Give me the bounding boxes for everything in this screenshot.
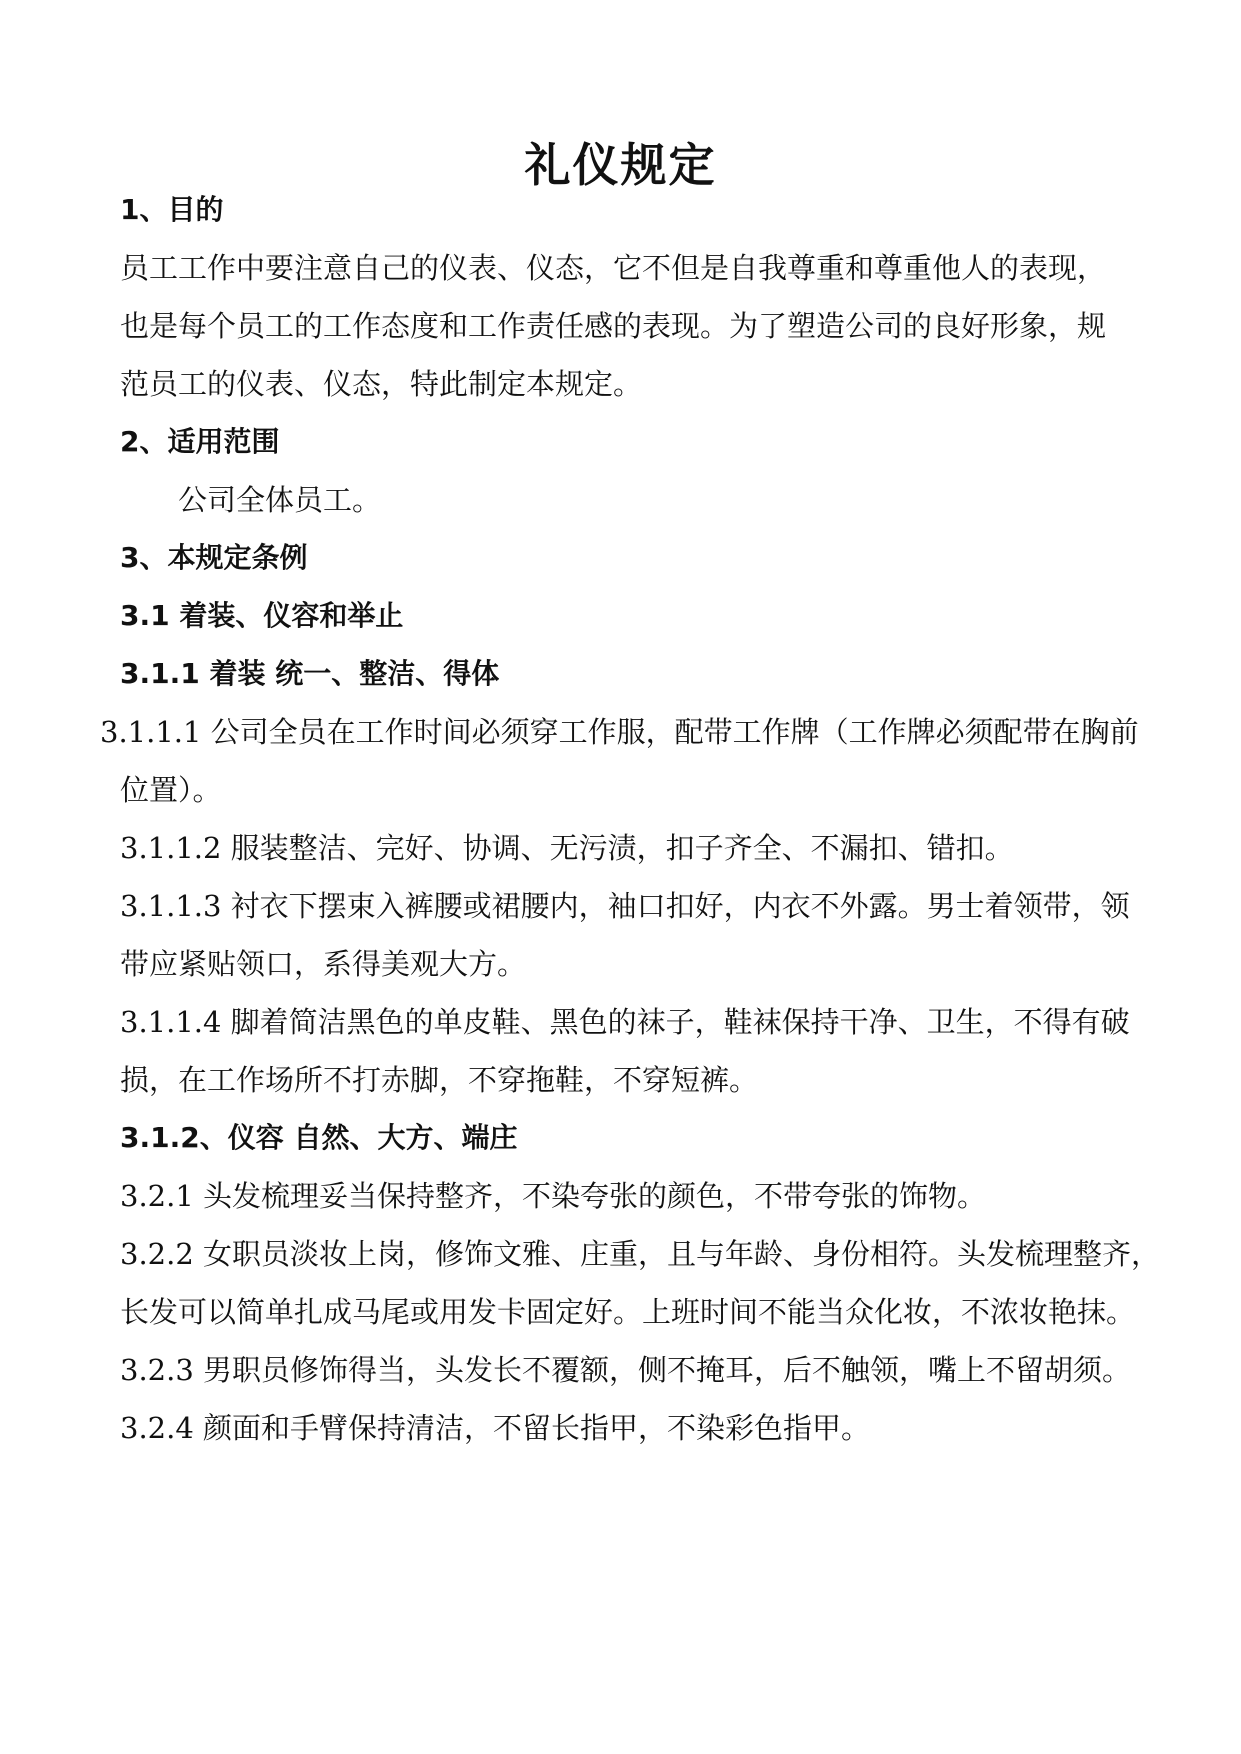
paragraph-line: 3.1.1.4 脚着简洁黑色的单皮鞋、黑色的袜子，鞋袜保持干净、卫生，不得有破: [120, 1005, 1130, 1039]
paragraph-line: 3.2.4 颜面和手臂保持清洁，不留长指甲，不染彩色指甲。: [120, 1411, 871, 1445]
paragraph-line: 3.2.3 男职员修饰得当，头发长不覆额，侧不掩耳，后不触领，嘴上不留胡须。: [120, 1353, 1132, 1387]
paragraph-line: 位置）。: [120, 773, 222, 807]
subsection-heading: 3.1.1 着装 统一、整洁、得体: [120, 657, 500, 690]
section-heading-purpose: 1、目的: [120, 193, 224, 226]
paragraph-line: 长发可以简单扎成马尾或用发卡固定好。上班时间不能当众化妆，不浓妆艳抹。: [120, 1295, 1136, 1329]
section-heading-scope: 2、适用范围: [120, 425, 280, 458]
document-title: 礼仪规定: [524, 138, 717, 192]
paragraph-line: 带应紧贴领口，系得美观大方。: [120, 947, 527, 981]
subsection-heading: 3.1.2、仪容 自然、大方、端庄: [120, 1121, 518, 1154]
paragraph-line: 3.1.1.1 公司全员在工作时间必须穿工作服，配带工作牌（工作牌必须配带在胸前: [100, 715, 1139, 749]
paragraph-line: 3.1.1.3 衬衣下摆束入裤腰或裙腰内，袖口扣好，内衣不外露。男士着领带，领: [120, 889, 1130, 923]
paragraph-line: 3.2.1 头发梳理妥当保持整齐，不染夸张的颜色，不带夸张的饰物。: [120, 1179, 987, 1213]
paragraph-line: 也是每个员工的工作态度和工作责任感的表现。为了塑造公司的良好形象，规: [120, 309, 1107, 343]
paragraph-line: 损，在工作场所不打赤脚，不穿拖鞋，不穿短裤。: [120, 1063, 759, 1097]
paragraph-line: 3.2.2 女职员淡妆上岗，修饰文雅、庄重，且与年龄、身份相符。头发梳理整齐，: [120, 1237, 1161, 1271]
subsection-heading: 3.1 着装、仪容和举止: [120, 599, 404, 632]
paragraph-line: 3.1.1.2 服装整洁、完好、协调、无污渍，扣子齐全、不漏扣、错扣。: [120, 831, 1014, 865]
section-heading-rules: 3、本规定条例: [120, 541, 308, 574]
paragraph-line: 员工工作中要注意自己的仪表、仪态，它不但是自我尊重和尊重他人的表现，: [120, 251, 1107, 285]
paragraph-line: 公司全体员工。: [178, 483, 382, 517]
paragraph-line: 范员工的仪表、仪态，特此制定本规定。: [120, 367, 643, 401]
